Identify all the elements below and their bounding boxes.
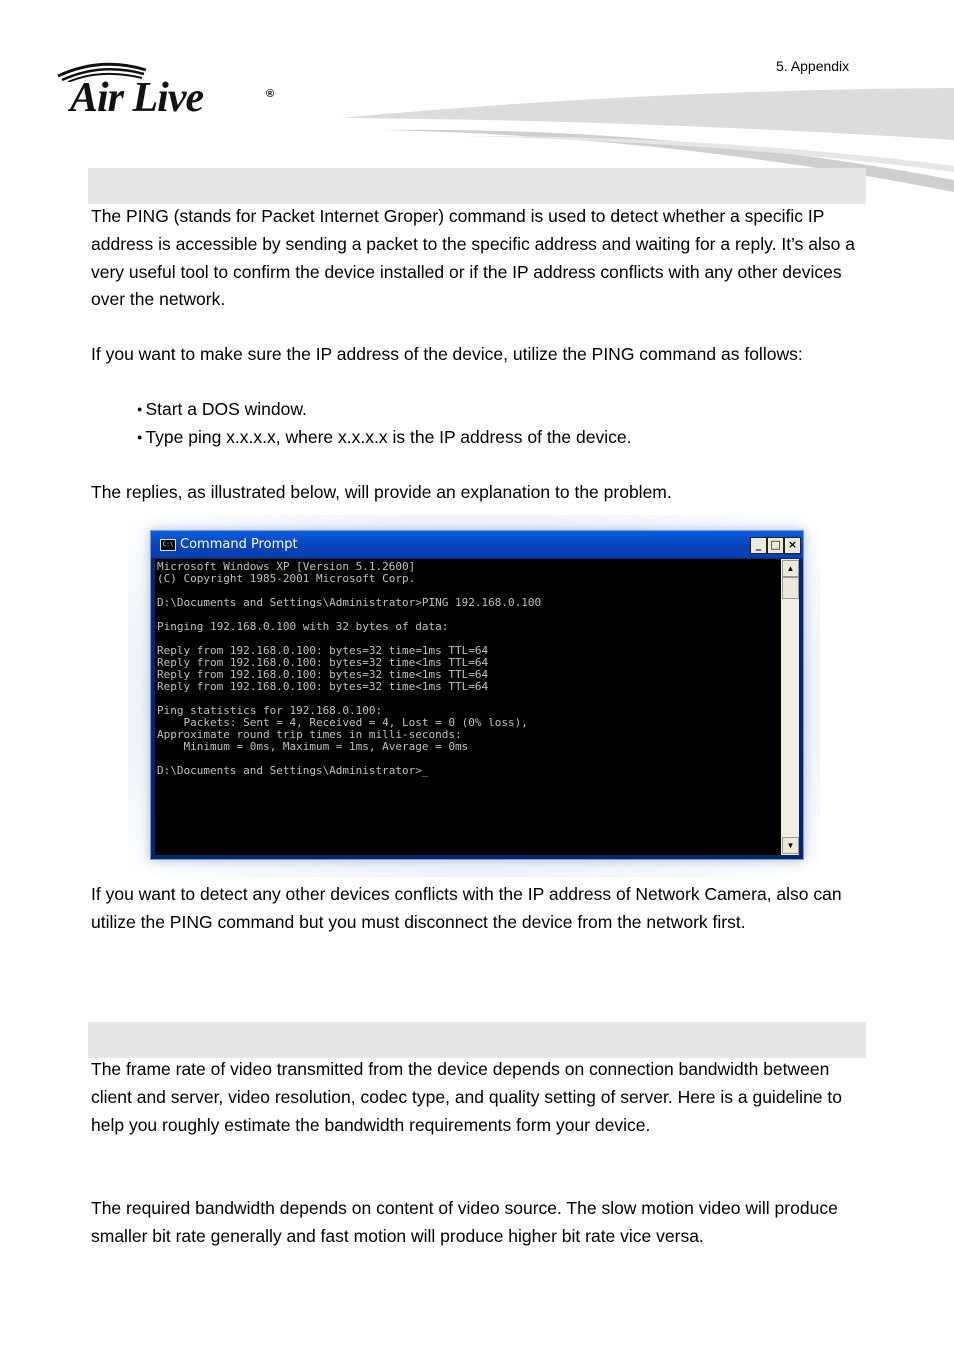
- airlive-logo: [56, 60, 286, 130]
- console-line: Minimum = 0ms, Maximum = 1ms, Average = 0ms: [157, 740, 469, 753]
- bullet-type-ping: ● Type ping x.x.x.x, where x.x.x.x is the IP address of the device.: [137, 424, 631, 452]
- window-title: Command Prompt: [180, 537, 298, 552]
- vertical-scrollbar[interactable]: [781, 559, 799, 855]
- bullet-start-dos: ● Start a DOS window.: [137, 396, 307, 424]
- console-line: D:\Documents and Settings\Administrator>_: [157, 764, 429, 777]
- ping-usage-paragraph: If you want to make sure the IP address of the device, utilize the PING command as follows:: [91, 344, 803, 364]
- scroll-up-icon[interactable]: ▲: [782, 560, 799, 577]
- cmd-icon: C:\: [160, 539, 176, 551]
- logo-wordmark: Air Live: [70, 75, 204, 121]
- command-prompt-window: [150, 530, 804, 860]
- ping-intro-paragraph: The PING (stands for Packet Internet Groper) command is used to detect whether a specific IP address is accessible by sending a packet to the specific address and waiting for a reply. It’s also a very useful tool to confirm the device installed or if the IP address conflicts with any other devices over the network.: [91, 206, 855, 310]
- console-line: Microsoft Windows XP [Version 5.1.2600]: [157, 560, 416, 573]
- console-line: Reply from 192.168.0.100: bytes=32 time<1ms TTL=64: [157, 656, 489, 669]
- section-label: 5. Appendix: [776, 58, 850, 74]
- scroll-thumb[interactable]: [782, 577, 799, 599]
- window-titlebar[interactable]: [151, 531, 803, 558]
- console-output[interactable]: [155, 559, 781, 855]
- maximize-button[interactable]: □: [767, 537, 784, 554]
- console-line: Reply from 192.168.0.100: bytes=32 time<1ms TTL=64: [157, 668, 489, 681]
- close-button[interactable]: ×: [784, 537, 801, 554]
- console-line: D:\Documents and Settings\Administrator>PING 192.168.0.100: [157, 596, 542, 609]
- console-line: Approximate round trip times in milli-seconds:: [157, 728, 462, 741]
- console-line: Ping statistics for 192.168.0.100:: [157, 704, 383, 717]
- console-line: (C) Copyright 1985-2001 Microsoft Corp.: [157, 572, 416, 585]
- registered-mark: ®: [266, 88, 275, 100]
- bandwidth-content-paragraph: The required bandwidth depends on content of video source. The slow motion video will produce smaller bit rate generally and fast motion will produce higher bit rate vice versa.: [91, 1198, 838, 1246]
- ping-replies-paragraph: The replies, as illustrated below, will provide an explanation to the problem.: [91, 482, 672, 502]
- scroll-down-icon[interactable]: ▼: [782, 837, 799, 854]
- console-line: Pinging 192.168.0.100 with 32 bytes of data:: [157, 620, 449, 633]
- section-header-bar-2: [88, 1022, 866, 1058]
- bandwidth-intro-paragraph: The frame rate of video transmitted from the device depends on connection bandwidth between client and server, video resolution, codec type, and quality setting of server. Here is a guideline to help you roughly estimate the bandwidth requirements form your device.: [91, 1059, 842, 1135]
- section-header-bar: [88, 168, 866, 204]
- minimize-button[interactable]: _: [750, 537, 767, 554]
- console-line: Packets: Sent = 4, Received = 4, Lost = 0 (0% loss),: [157, 716, 528, 729]
- ping-conflict-paragraph: If you want to detect any other devices conflicts with the IP address of Network Camera, also can utilize the PING command but you must disconnect the device from the network first.: [91, 884, 842, 932]
- console-line: Reply from 192.168.0.100: bytes=32 time<1ms TTL=64: [157, 680, 489, 693]
- console-line: Reply from 192.168.0.100: bytes=32 time=1ms TTL=64: [157, 644, 489, 657]
